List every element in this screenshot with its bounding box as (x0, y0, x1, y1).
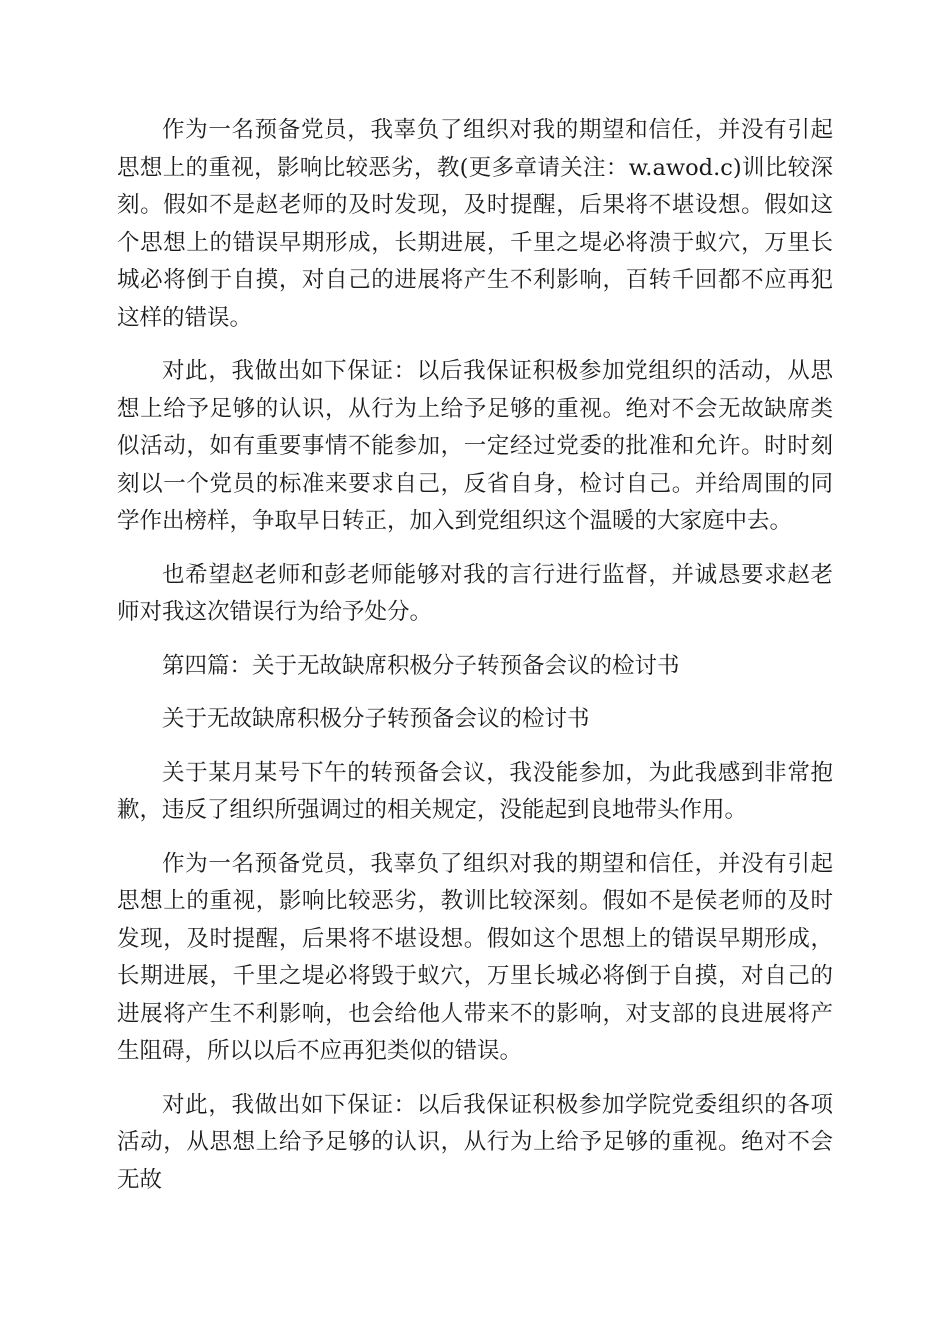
document-title: 关于无故缺席积极分子转预备会议的检讨书 (162, 706, 590, 732)
paragraph-6: 对此，我做出如下保证：以后我保证积极参加学院党委组织的各项活动，从思想上给予足够的认识，从行为上给予足够的重视。绝对不会无故 (117, 1091, 833, 1193)
paragraph-3: 也希望赵老师和彭老师能够对我的言行进行监督，并诚恳要求赵老师对我这次错误行为给予处分。 (117, 561, 833, 625)
paragraph-1: 作为一名预备党员，我辜负了组织对我的期望和信任，并没有引起思想上的重视，影响比较恶劣，教(更多章请关注：w.awod.c)训比较深刻。假如不是赵老师的及时发现，及时提醒，后果将不堪设想。假如这个思想上的错误早期形成，长期进展，千里之堤必将溃于蚁穴，万里长城必将倒于自摸，对自己的进展将产生不利影响，百转千回都不应再犯这样的错误。 (117, 117, 833, 331)
paragraph-5: 作为一名预备党员，我辜负了组织对我的期望和信任，并没有引起思想上的重视，影响比较恶劣，教训比较深刻。假如不是侯老师的及时发现，及时提醒，后果将不堪设想。假如这个思想上的错误早期形成，长期进展，千里之堤必将毁于蚁穴，万里长城必将倒于自摸，对自己的进展将产生不利影响，也会给他人带来不的影响，对支部的良进展将产生阻碍，所以以后不应再犯类似的错误。 (117, 850, 833, 1064)
document-body (117, 112, 833, 1215)
paragraph-2: 对此，我做出如下保证：以后我保证积极参加党组织的活动，从思想上给予足够的认识，从行为上给予足够的重视。绝对不会无故缺席类似活动，如有重要事情不能参加，一定经过党委的批准和允许。时时刻刻以一个党员的标准来要求自己，反省自身，检讨自己。并给周围的同学作出榜样，争取早日转正，加入到党组织这个温暖的大家庭中去。 (117, 358, 833, 534)
section-heading: 第四篇：关于无故缺席积极分子转预备会议的检讨书 (162, 652, 680, 679)
paragraph-4: 关于某月某号下午的转预备会议，我没能参加，为此我感到非常抱歉，违反了组织所强调过的相关规定，没能起到良地带头作用。 (117, 759, 833, 823)
